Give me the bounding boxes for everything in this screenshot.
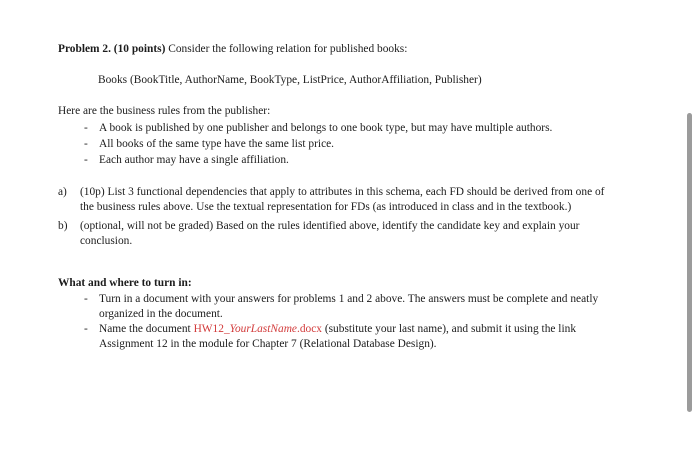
- turn-in-item-1-line-1: Turn in a document with your answers for problems 1 and 2 above. The answers must be complete and neatly: [99, 293, 599, 305]
- problem-intro: Consider the following relation for published books:: [168, 43, 408, 55]
- part-a-text-line-1: (10p) List 3 functional dependencies that apply to attributes in this schema, each FD should be derived from one of: [80, 186, 605, 198]
- turn-in-item-1-line-2: organized in the document.: [99, 308, 223, 320]
- rule-item: All books of the same type have the same list price.: [99, 138, 335, 150]
- part-b-text-line-1: (optional, will not be graded) Based on the rules identified above, identify the candidate key and explain your: [80, 220, 580, 232]
- turn-in-item-2-line-2: Assignment 12 in the module for Chapter 7 (Relational Database Design).: [99, 338, 437, 350]
- relation-schema: Books (BookTitle, AuthorName, BookType, ListPrice, AuthorAffiliation, Publisher): [98, 74, 482, 86]
- problem-heading: Problem 2. (10 points): [58, 43, 166, 55]
- filename-end: .docx: [296, 323, 322, 335]
- part-a-label: a): [58, 186, 67, 198]
- rule-item: A book is published by one publisher and belongs to one book type, but may have multiple authors.: [99, 122, 553, 134]
- rule-item: Each author may have a single affiliation.: [99, 154, 289, 166]
- bullet-dash: -: [84, 122, 88, 134]
- filename-start: HW12_: [193, 323, 230, 335]
- bullet-dash: -: [84, 323, 88, 335]
- turn-in-item-2-line-1: [99, 322, 576, 336]
- bullet-dash: -: [84, 138, 88, 150]
- bullet-dash: -: [84, 154, 88, 166]
- item-2-suffix: (substitute your last name), and submit it using the link: [321, 323, 577, 335]
- filename-italic: YourLastName: [229, 323, 297, 335]
- filename: [194, 323, 322, 335]
- rules-intro: Here are the business rules from the publisher:: [58, 105, 271, 117]
- part-b-label: b): [58, 220, 68, 232]
- part-b-text-line-2: conclusion.: [80, 235, 133, 247]
- item-2-prefix: Name the document: [99, 323, 194, 335]
- problem-intro-line: [58, 42, 407, 56]
- scrollbar-thumb[interactable]: [687, 113, 692, 412]
- bullet-dash: -: [84, 293, 88, 305]
- part-a-text-line-2: the business rules above. Use the textual representation for FDs (as introduced in class and in the textbook.): [80, 201, 572, 213]
- turn-in-heading: What and where to turn in:: [58, 277, 192, 289]
